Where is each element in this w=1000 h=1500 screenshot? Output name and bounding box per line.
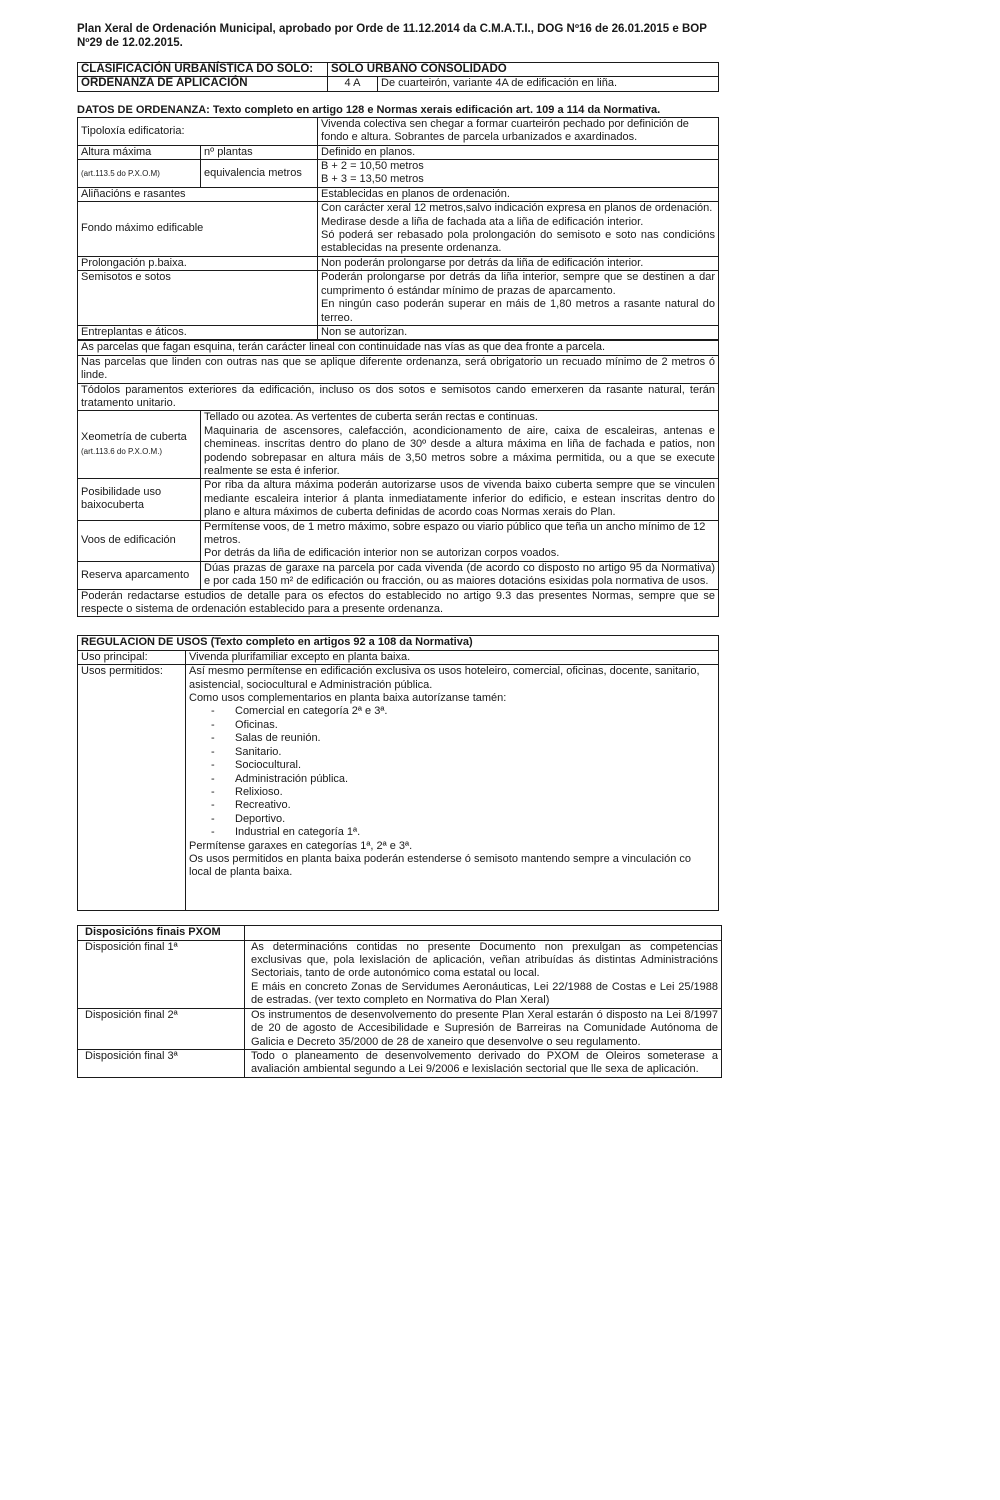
- datos-table: [77, 117, 719, 341]
- semisotos-label: Semisotos e sotos: [78, 271, 318, 326]
- bullet-dash-icon: -: [211, 772, 215, 785]
- entreplantas-label: Entreplantas e áticos.: [78, 325, 318, 339]
- prolongacion-row: [78, 256, 719, 270]
- voos-line: Por detrás da liña de edificación interior non se autorizan corpos voados.: [204, 547, 560, 560]
- prolongacion-label: Prolongación p.baixa.: [78, 256, 318, 270]
- bullet-dash-icon: -: [211, 745, 215, 758]
- complementario-label: Salas de reunión.: [235, 732, 321, 745]
- fondo-line: Con carácter xeral 12 metros,salvo indicación expresa en planos de ordenación.: [321, 202, 713, 215]
- metros-row: [78, 160, 719, 188]
- disposicions-table: [77, 925, 722, 1077]
- usos-permitidos-row: [78, 665, 719, 911]
- complementario-item: [207, 773, 715, 786]
- usos-permitidos-label: Usos permitidos:: [78, 665, 186, 911]
- complementario-item: [207, 746, 715, 759]
- complementario-item: [207, 705, 715, 718]
- usos-permitidos-intro: Así mesmo permítense en edificación exclusiva os usos hoteleiro, comercial, oficinas, docente, sanitario, asistencial, sociocultural e Administración pública.: [189, 665, 700, 691]
- semisotos-line: Poderán prolongarse por detrás da liña interior, sempre que se destinen a dar cumprimento ó estándar mínimo de prazas de aparcamento.: [321, 271, 715, 297]
- complementario-label: Oficinas.: [235, 718, 278, 731]
- bullet-dash-icon: -: [211, 812, 215, 825]
- bullet-dash-icon: -: [211, 759, 215, 772]
- document-page: [77, 22, 722, 1078]
- complementario-item: [207, 826, 715, 839]
- bullet-dash-icon: -: [211, 785, 215, 798]
- document-title: Plan Xeral de Ordenación Municipal, aprobado por Orde de 11.12.2014 da C.M.A.T.I., DOG Nº16 de 26.01.2015 e BOP Nº29 de 12.02.2015.: [77, 23, 707, 49]
- ordinance-label: ORDENANZA DE APLICACIÓN: [78, 77, 328, 91]
- disposicion-row: [78, 1049, 722, 1077]
- complementarios-intro: Como usos complementarios en planta baixa autorízanse tamén:: [189, 692, 507, 705]
- uso-principal-label: Uso principal:: [78, 650, 186, 664]
- disposicions-heading-empty: [245, 926, 722, 940]
- usos-heading: REGULACION DE USOS (Texto completo en artigos 92 a 108 da Normativa): [78, 636, 719, 650]
- voos-row: [78, 520, 719, 561]
- metros-values: [318, 160, 719, 188]
- note-row: [78, 383, 719, 411]
- complementario-label: Administración pública.: [235, 772, 349, 785]
- entreplantas-value: Non se autorizan.: [318, 325, 719, 339]
- classification-row: [78, 63, 719, 77]
- ordinance-description: De cuarteirón, variante 4A de edificación en liña.: [378, 77, 719, 91]
- voos-line: Permítense voos, de 1 metro máximo, sobre espazo ou viario público que teña un ancho mínimo de 12 metros.: [204, 520, 706, 546]
- complementario-label: Comercial en categoría 2ª e 3ª.: [235, 705, 388, 718]
- xeometria-line: Maquinaria de ascensores, calefacción, acondicionamento de aire, caixa de escaleiras, antenas e chemineas. inscritas dentro do plano de 30º desde a altura máxima en liña de fachada e patios, non podendo sobrepasar en altura máis de 3,50 metros sobre a máxima permitida, ou a que se execute realmente se esta é inferior.: [204, 424, 715, 477]
- uso-principal-row: [78, 650, 719, 664]
- note: As parcelas que fagan esquina, terán carácter lineal con continuidade nas vías as que dea fronte a parcela.: [78, 341, 719, 355]
- disposicion-text: [245, 1049, 722, 1077]
- altura-row: [78, 145, 719, 159]
- classification-table: [77, 62, 719, 92]
- complementario-label: Deportivo.: [235, 812, 286, 825]
- complementarios-list: [189, 705, 715, 839]
- complementario-label: Industrial en categoría 1ª.: [235, 826, 361, 839]
- garaxes-note: Permítense garaxes en categorías 1ª, 2ª e 3ª.: [189, 839, 413, 852]
- alinacions-value: Establecidas en planos de ordenación.: [318, 187, 719, 201]
- semisotos-value: [318, 271, 719, 326]
- complementario-item: [207, 813, 715, 826]
- reserva-value: Dúas prazas de garaxe na parcela por cada vivenda (de acordo co disposto no artigo 95 da Normativa) e por cada 150 m² de edificación ou fracción, ou as maiores dotacións esixidas pola normativa de usos.: [201, 561, 719, 589]
- ordinance-code: 4 A: [328, 77, 378, 91]
- xeometria-label-cell: [78, 411, 201, 479]
- xeometria-line: Tellado ou azotea. As vertentes de cuberta serán rectas e continuas.: [204, 411, 538, 424]
- baixocuberta-value: Por riba da altura máxima poderán autorizarse usos de vivenda baixo cuberta sempre que se vinculen mediante escaleira interior á planta inmediatamente inferior do edificio, e estean inscritas dentro do plano e altura máximos de cuberta definidas de acordo coas Normas xerais do Plan.: [201, 479, 719, 520]
- uso-principal-value: Vivenda plurifamiliar excepto en planta baixa.: [186, 650, 719, 664]
- disposicions-heading-row: [78, 926, 722, 940]
- fondo-label: Fondo máximo edificable: [78, 202, 318, 257]
- metros-label: equivalencia metros: [201, 160, 318, 188]
- disposicion-row: [78, 940, 722, 1008]
- reserva-row: [78, 561, 719, 589]
- bullet-dash-icon: -: [211, 718, 215, 731]
- complementario-label: Sociocultural.: [235, 759, 302, 772]
- note-row: [78, 355, 719, 383]
- datos-heading: DATOS DE ORDENANZA: Texto completo en artigo 128 e Normas xerais edificación art. 109 a 114 da Normativa.: [77, 103, 661, 116]
- complementario-item: [207, 786, 715, 799]
- semisotos-row: [78, 271, 719, 326]
- usos-table: [77, 635, 719, 911]
- tipoloxia-row: [78, 117, 719, 145]
- entreplantas-row: [78, 325, 719, 339]
- disposicion-label: Disposición final 1ª: [78, 940, 245, 1008]
- metros-value: B + 3 = 13,50 metros: [321, 173, 424, 186]
- ordinance-row: [78, 77, 719, 91]
- semisoto-note: Os usos permitidos en planta baixa poderán estenderse ó semisoto mantendo sempre a vinculación co local de planta baixa.: [189, 852, 692, 879]
- xeometria-value: [201, 411, 719, 479]
- complementario-item: [207, 759, 715, 772]
- plantas-value: Definido en planos.: [318, 145, 719, 159]
- disposicion-line: Todo o planeamento de desenvolvemento derivado do PXOM de Oleiros someterase a avaliación ambiental segundo a Lei 9/2006 e lexislación sectorial que lle sexa de aplicación.: [251, 1049, 718, 1076]
- alinacions-label: Aliñacións e rasantes: [78, 187, 318, 201]
- complementario-label: Recreativo.: [235, 799, 291, 812]
- altura-label: Altura máxima: [78, 145, 201, 159]
- altura-ref: (art.113.5 do P.X.O.M): [78, 160, 201, 188]
- disposicion-text: [245, 1008, 722, 1049]
- reserva-label: Reserva aparcamento: [78, 561, 201, 589]
- prolongacion-value: Non poderán prolongarse por detrás da liña de edificación interior.: [318, 256, 719, 270]
- complementario-label: Sanitario.: [235, 745, 282, 758]
- disposicion-line: E máis en concreto Zonas de Servidumes Aeronáuticas, Lei 22/1988 de Costas e Lei 25/1988 de estradas. (ver texto completo en Normativa do Plan Xeral): [251, 980, 718, 1007]
- xeometria-ref: (art.113.6 do P.X.O.M.): [81, 446, 163, 456]
- disposicion-row: [78, 1008, 722, 1049]
- disposicion-line: As determinacións contidas no presente Documento non prexulgan as competencias exclusivas que, pola lexislación de aplicación, veñan atribuídas ás distintas Administracións Sectoriais, tanto de orde autonómico coma estatal ou local.: [251, 940, 718, 980]
- disposicion-label: Disposición final 2ª: [78, 1008, 245, 1049]
- usos-heading-row: [78, 636, 719, 650]
- xeometria-row: [78, 411, 719, 479]
- note: Tódolos paramentos exteriores da edificación, incluso os dos sotos e semisotos cando emerxeren da rasante natural, terán tratamento unitario.: [78, 383, 719, 411]
- complementario-label: Relixioso.: [235, 785, 283, 798]
- bullet-dash-icon: -: [211, 732, 215, 745]
- note-row: [78, 341, 719, 355]
- datos-table-continued: [77, 340, 719, 617]
- alinacions-row: [78, 187, 719, 201]
- baixocuberta-row: [78, 479, 719, 520]
- fondo-line: Medirase desde a liña de fachada ata a liña de edificación interior.: [321, 215, 644, 228]
- metros-value: B + 2 = 10,50 metros: [321, 160, 424, 173]
- plantas-label: nº plantas: [201, 145, 318, 159]
- fondo-value: [318, 202, 719, 257]
- voos-label: Voos de edificación: [78, 520, 201, 561]
- final-note: Poderán redactarse estudios de detalle para os efectos do establecido no artigo 9.3 das presentes Normas, sempre que se respecte o sistema de ordenación establecido para a presente ordenanza.: [78, 589, 719, 617]
- complementario-item: [207, 719, 715, 732]
- fondo-row: [78, 202, 719, 257]
- tipoloxia-label: Tipoloxía edificatoria:: [78, 117, 318, 145]
- bullet-dash-icon: -: [211, 705, 215, 718]
- complementario-item: [207, 799, 715, 812]
- disposicions-heading: Disposicións finais PXOM: [78, 926, 245, 940]
- tipoloxia-value: Vivenda colectiva sen chegar a formar cuarteirón pechado por definición de fondo e altura. Sobrantes de parcela urbanizados e axardinados.: [318, 117, 719, 145]
- disposicion-text: [245, 940, 722, 1008]
- final-note-row: [78, 589, 719, 617]
- semisotos-line: En ningún caso poderán superar en máis de 1,80 metros a rasante natural do terreo.: [321, 298, 715, 324]
- note: Nas parcelas que linden con outras nas que se aplique diferente ordenanza, será obrigatorio un recuado mínimo de 2 metros ó linde.: [78, 355, 719, 383]
- disposicion-label: Disposición final 3ª: [78, 1049, 245, 1077]
- bullet-dash-icon: -: [211, 826, 215, 839]
- baixocuberta-label: Posibilidade uso baixocuberta: [78, 479, 201, 520]
- fondo-line: Só poderá ser rebasado pola prolongación do semisoto e soto nas condicións establecidas na presente ordenanza.: [321, 229, 715, 255]
- complementario-item: [207, 732, 715, 745]
- xeometria-label: Xeometría de cuberta: [81, 431, 187, 444]
- classification-value: SOLO URBANO CONSOLIDADO: [328, 63, 719, 77]
- classification-label: CLASIFICACIÓN URBANÍSTICA DO SOLO:: [78, 63, 328, 77]
- bullet-dash-icon: -: [211, 799, 215, 812]
- disposicion-line: Os instrumentos de desenvolvemento do presente Plan Xeral estarán ó disposto na Lei 8/1997 de 20 de agosto de Accesibilidade e Supresión de Barreiras na Comunidade Autónoma de Galicia e Decreto 35/2000 de 28 de xaneiro que desenvolve o seu regulamento.: [251, 1008, 718, 1048]
- voos-value: [201, 520, 719, 561]
- usos-permitidos-value: [186, 665, 719, 911]
